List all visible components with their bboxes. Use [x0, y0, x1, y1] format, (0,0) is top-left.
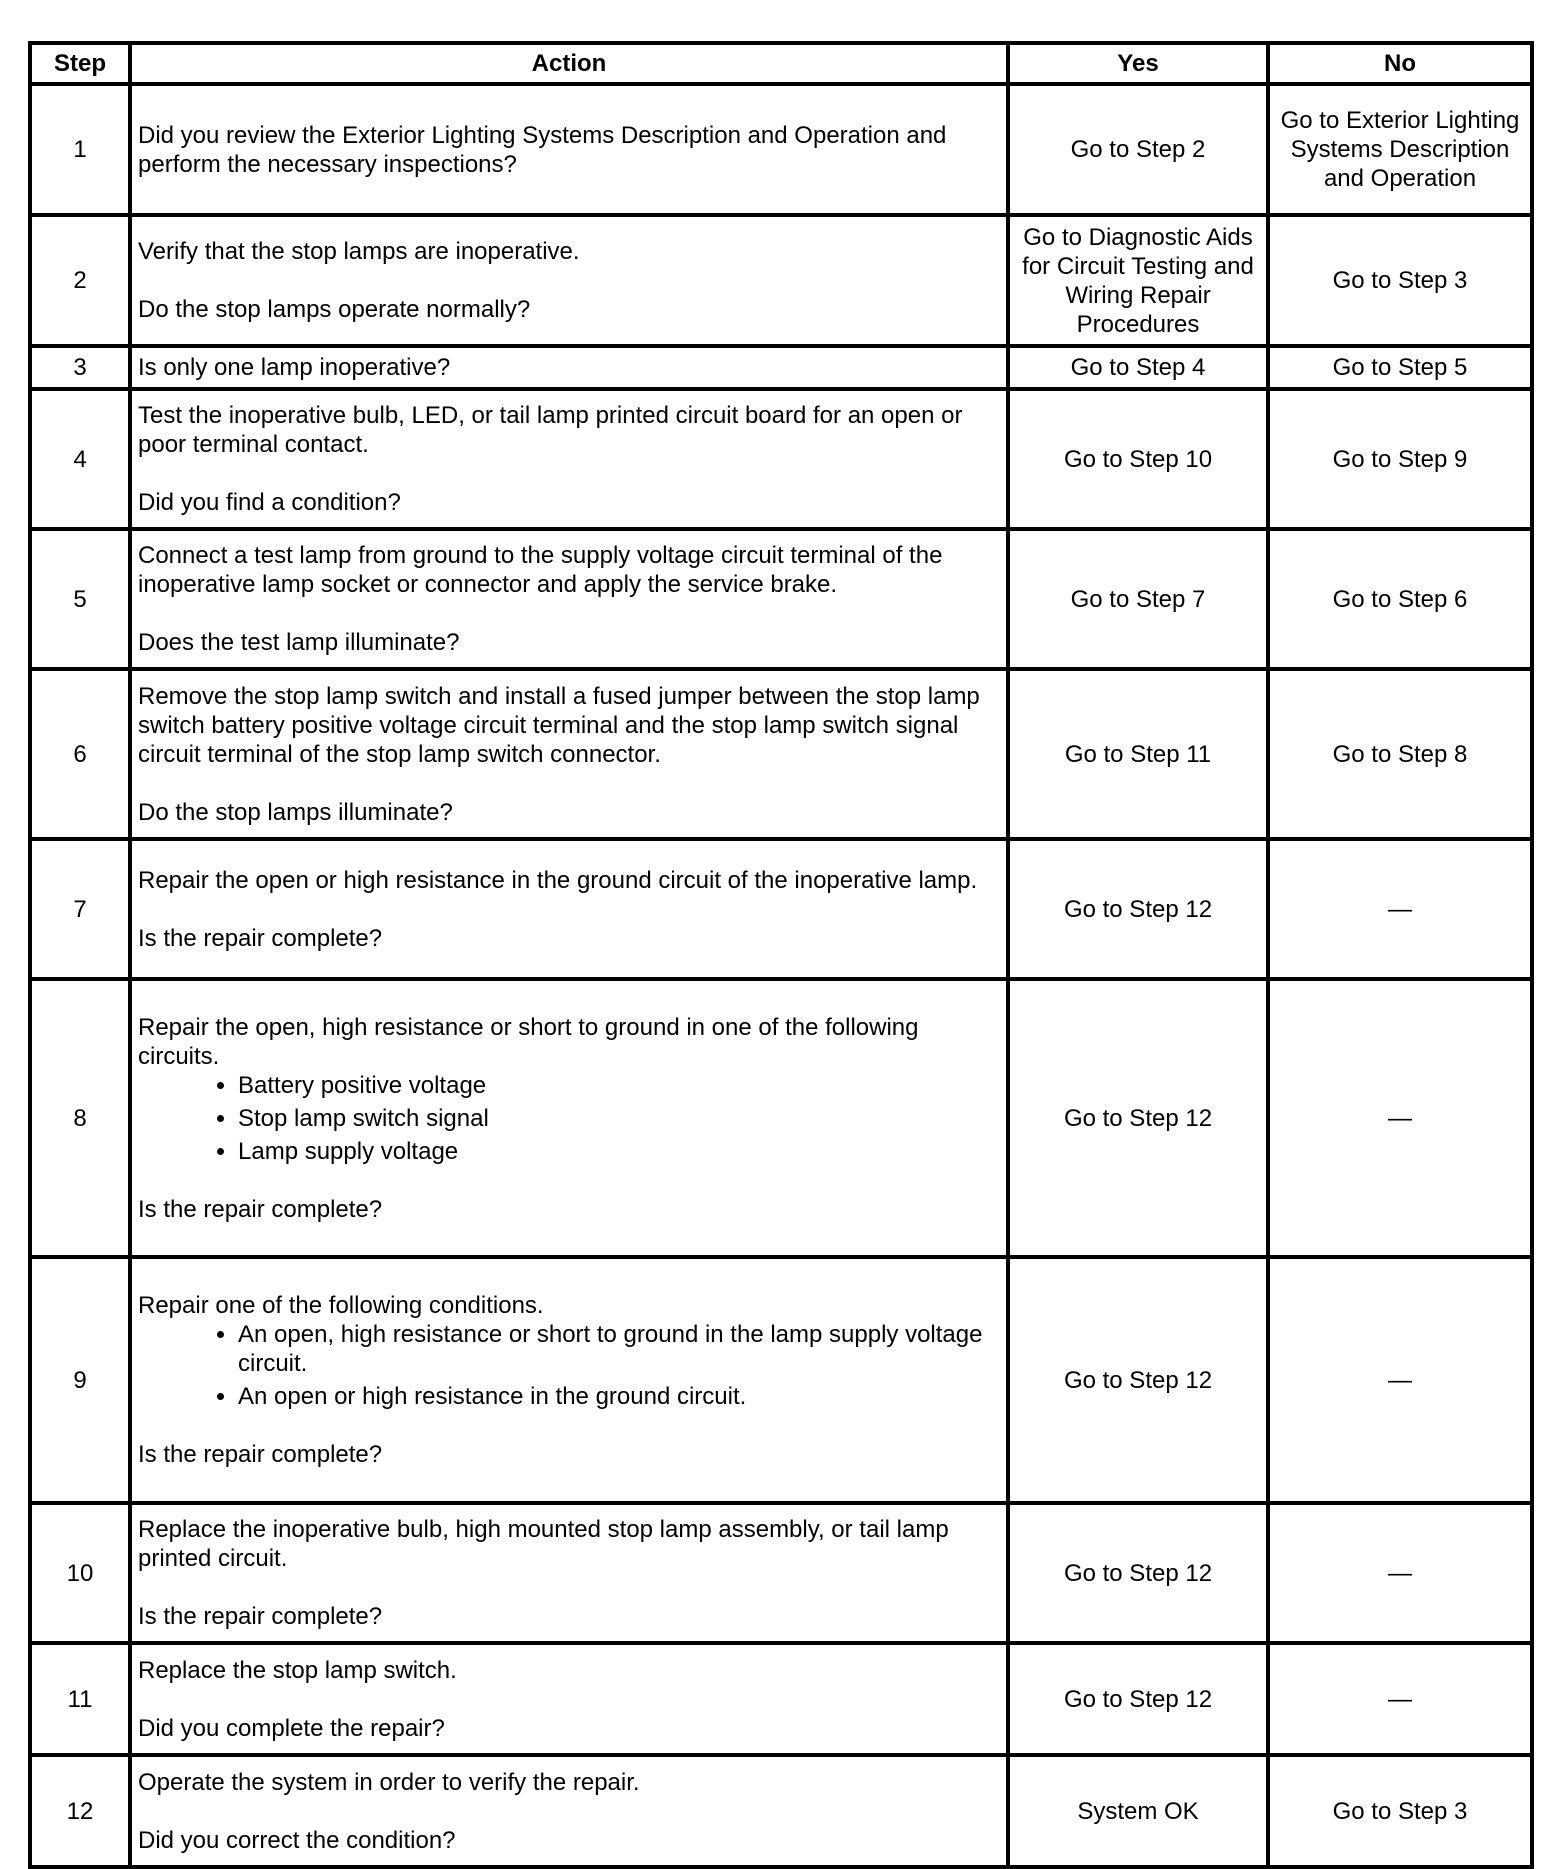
- table-row: [30, 1643, 1532, 1755]
- no-cell: —: [1268, 839, 1532, 979]
- step-number: 5: [30, 529, 130, 669]
- action-text: Replace the inoperative bulb, high mounted stop lamp assembly, or tail lamp printed circuit.: [138, 1516, 949, 1572]
- bullet-list: [138, 1071, 1000, 1166]
- header-step: Step: [30, 43, 130, 84]
- no-cell: Go to Step 6: [1268, 529, 1532, 669]
- yes-cell: Go to Step 12: [1008, 979, 1268, 1257]
- action-question: Did you complete the repair?: [138, 1714, 445, 1742]
- action-cell: [130, 979, 1008, 1257]
- action-text: Verify that the stop lamps are inoperative.: [138, 238, 580, 265]
- step-number: 11: [30, 1643, 130, 1755]
- action-question: Is the repair complete?: [138, 1603, 383, 1630]
- yes-cell: System OK: [1008, 1755, 1268, 1867]
- step-number: 8: [30, 979, 130, 1257]
- action-cell: [130, 1755, 1008, 1867]
- action-question: Is the repair complete?: [138, 1195, 383, 1223]
- step-number: 2: [30, 215, 130, 346]
- action-text: Repair the open, high resistance or short to ground in one of the following circuits.: [138, 1013, 919, 1070]
- table-row: [30, 979, 1532, 1257]
- action-cell: [130, 346, 1008, 389]
- list-item: • Battery positive voltage: [238, 1071, 1000, 1100]
- step-number: 7: [30, 839, 130, 979]
- header-action: Action: [130, 43, 1008, 84]
- step-number: 1: [30, 84, 130, 215]
- list-item: • An open or high resistance in the ground circuit.: [238, 1382, 1000, 1411]
- table-row: [30, 529, 1532, 669]
- action-text: Repair one of the following conditions.: [138, 1292, 544, 1319]
- action-cell: [130, 1503, 1008, 1643]
- list-item: • An open, high resistance or short to ground in the lamp supply voltage circuit.: [238, 1320, 1000, 1378]
- action-cell: [130, 1643, 1008, 1755]
- no-cell: Go to Step 3: [1268, 1755, 1532, 1867]
- action-cell: [130, 839, 1008, 979]
- step-number: 3: [30, 346, 130, 389]
- action-cell: [130, 84, 1008, 215]
- table-row: [30, 1257, 1532, 1503]
- no-cell: —: [1268, 979, 1532, 1257]
- action-text: Operate the system in order to verify the repair.: [138, 1768, 640, 1796]
- no-cell: Go to Step 3: [1268, 215, 1532, 346]
- list-item: • Lamp supply voltage: [238, 1137, 1000, 1166]
- step-number: 4: [30, 389, 130, 529]
- yes-cell: Go to Step 11: [1008, 669, 1268, 839]
- step-number: 9: [30, 1257, 130, 1503]
- header-yes: Yes: [1008, 43, 1268, 84]
- no-cell: —: [1268, 1257, 1532, 1503]
- table-row: [30, 346, 1532, 389]
- action-text: Did you review the Exterior Lighting Systems Description and Operation and perform the necessary inspections?: [138, 121, 947, 178]
- no-cell: Go to Step 8: [1268, 669, 1532, 839]
- action-question: Did you correct the condition?: [138, 1826, 456, 1854]
- header-no: No: [1268, 43, 1532, 84]
- action-cell: [130, 215, 1008, 346]
- yes-cell: Go to Step 12: [1008, 839, 1268, 979]
- diagnostic-table: [28, 41, 1534, 1869]
- no-cell: Go to Step 9: [1268, 389, 1532, 529]
- action-text: Is only one lamp inoperative?: [138, 354, 451, 381]
- yes-cell: Go to Step 10: [1008, 389, 1268, 529]
- no-cell: —: [1268, 1643, 1532, 1755]
- table-row: [30, 669, 1532, 839]
- action-question: Do the stop lamps illuminate?: [138, 798, 453, 826]
- step-number: 12: [30, 1755, 130, 1867]
- action-text: Connect a test lamp from ground to the supply voltage circuit terminal of the inoperative lamp socket or connector and apply the service brake.: [138, 542, 943, 598]
- table-row: [30, 84, 1532, 215]
- yes-cell: Go to Diagnostic Aids for Circuit Testing and Wiring Repair Procedures: [1008, 215, 1268, 346]
- action-question: Do the stop lamps operate normally?: [138, 296, 531, 323]
- table-row: [30, 215, 1532, 346]
- action-question: Is the repair complete?: [138, 924, 383, 952]
- yes-cell: Go to Step 12: [1008, 1503, 1268, 1643]
- action-question: Is the repair complete?: [138, 1441, 383, 1468]
- yes-cell: Go to Step 2: [1008, 84, 1268, 215]
- action-cell: [130, 669, 1008, 839]
- bullet-list: [138, 1320, 1000, 1411]
- action-cell: [130, 1257, 1008, 1503]
- yes-cell: Go to Step 4: [1008, 346, 1268, 389]
- action-cell: [130, 389, 1008, 529]
- action-question: Did you find a condition?: [138, 489, 401, 516]
- action-text: Repair the open or high resistance in the ground circuit of the inoperative lamp.: [138, 866, 978, 894]
- step-number: 6: [30, 669, 130, 839]
- action-text: Test the inoperative bulb, LED, or tail lamp printed circuit board for an open or poor terminal contact.: [138, 402, 963, 458]
- yes-cell: Go to Step 12: [1008, 1257, 1268, 1503]
- table-row: [30, 389, 1532, 529]
- table-row: [30, 1503, 1532, 1643]
- step-number: 10: [30, 1503, 130, 1643]
- action-question: Does the test lamp illuminate?: [138, 629, 460, 656]
- table-row: [30, 1755, 1532, 1867]
- no-cell: Go to Step 5: [1268, 346, 1532, 389]
- action-text: Replace the stop lamp switch.: [138, 1656, 457, 1684]
- yes-cell: Go to Step 12: [1008, 1643, 1268, 1755]
- action-cell: [130, 529, 1008, 669]
- yes-cell: Go to Step 7: [1008, 529, 1268, 669]
- table-header-row: [30, 43, 1532, 84]
- table-row: [30, 839, 1532, 979]
- no-cell: —: [1268, 1503, 1532, 1643]
- action-text: Remove the stop lamp switch and install a fused jumper between the stop lamp switch battery positive voltage circuit terminal and the stop lamp switch signal circuit terminal of the stop lamp switch connector.: [138, 682, 980, 768]
- no-cell: Go to Exterior Lighting Systems Description and Operation: [1268, 84, 1532, 215]
- list-item: • Stop lamp switch signal: [238, 1104, 1000, 1133]
